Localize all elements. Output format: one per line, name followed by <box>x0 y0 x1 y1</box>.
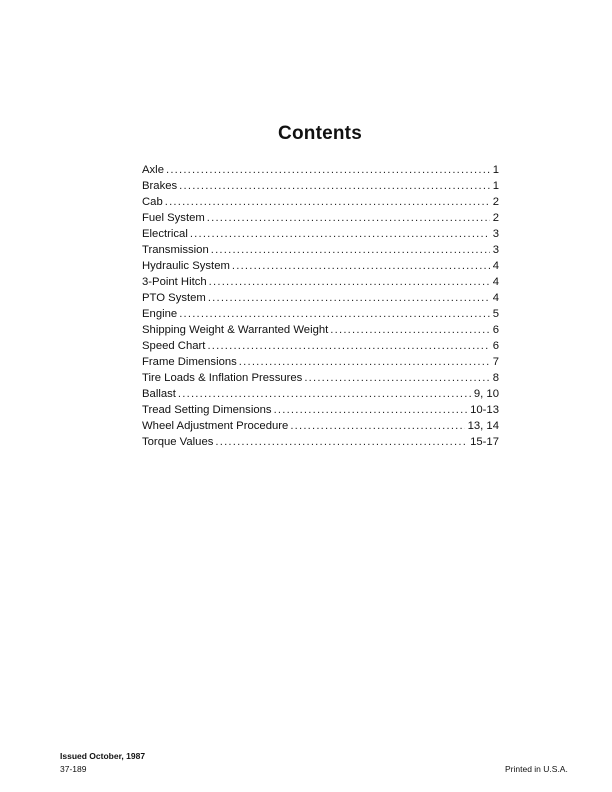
toc-entry-label: 3-Point Hitch <box>142 276 207 288</box>
dot-leader <box>239 354 490 370</box>
toc-entry-label: Tread Setting Dimensions <box>142 404 272 416</box>
dot-leader <box>166 162 490 178</box>
dot-leader <box>207 210 490 226</box>
toc-entry <box>142 162 499 178</box>
toc-entry-label: Ballast <box>142 388 176 400</box>
toc-entry <box>142 274 499 290</box>
dot-leader <box>190 226 490 242</box>
toc-entry-page: 1 <box>492 180 499 192</box>
toc-entry-page: 6 <box>492 340 499 352</box>
toc-entry <box>142 178 499 194</box>
toc-entry-label: Speed Chart <box>142 340 206 352</box>
toc-entry-label: Engine <box>142 308 178 320</box>
toc-entry <box>142 290 499 306</box>
toc-entry-label: Torque Values <box>142 436 214 448</box>
printed-note: Printed in U.S.A. <box>505 764 568 774</box>
toc-entry <box>142 386 499 402</box>
toc-entry <box>142 402 499 418</box>
toc-entry <box>142 434 499 450</box>
toc-entry-page: 13, 14 <box>467 420 499 432</box>
toc-entry <box>142 226 499 242</box>
toc-entry <box>142 370 499 386</box>
dot-leader <box>274 402 468 418</box>
toc-entry <box>142 354 499 370</box>
dot-leader <box>232 258 490 274</box>
toc-entry-page: 2 <box>492 196 499 208</box>
toc-entry-page: 1 <box>492 164 499 176</box>
document-code: 37-189 <box>60 764 87 774</box>
toc-entry-page: 5 <box>492 308 499 320</box>
dot-leader <box>330 322 489 338</box>
toc-entry-page: 4 <box>492 260 499 272</box>
dot-leader <box>207 338 489 354</box>
dot-leader <box>211 242 490 258</box>
toc-entry-page: 4 <box>492 276 499 288</box>
toc-entry <box>142 418 499 434</box>
dot-leader <box>215 434 467 450</box>
toc-entry-page: 2 <box>492 212 499 224</box>
toc-entry-page: 7 <box>492 356 499 368</box>
toc-entry <box>142 210 499 226</box>
toc-entry-page: 6 <box>492 324 499 336</box>
toc-entry <box>142 322 499 338</box>
toc-entry-label: Frame Dimensions <box>142 356 237 368</box>
toc-entry-page: 15-17 <box>470 436 499 448</box>
toc-entry-label: Tire Loads & Inflation Pressures <box>142 372 303 384</box>
toc-entry <box>142 194 499 210</box>
toc-entry-page: 10-13 <box>470 404 499 416</box>
toc-entry-label: Brakes <box>142 180 178 192</box>
toc-entry-page: 4 <box>492 292 499 304</box>
toc-entry <box>142 338 499 354</box>
toc-entry <box>142 258 499 274</box>
toc-entry-label: Shipping Weight & Warranted Weight <box>142 324 329 336</box>
toc-entry-label: Transmission <box>142 244 209 256</box>
toc-entry <box>142 242 499 258</box>
dot-leader <box>179 306 490 322</box>
dot-leader <box>290 418 464 434</box>
toc-entry-label: Electrical <box>142 228 188 240</box>
toc-entry-label: Hydraulic System <box>142 260 230 272</box>
dot-leader <box>208 290 490 306</box>
page-title: Contents <box>278 123 362 144</box>
toc-entry <box>142 306 499 322</box>
toc-entry-page: 3 <box>492 244 499 256</box>
toc-entry-page: 8 <box>492 372 499 384</box>
dot-leader <box>304 370 489 386</box>
dot-leader <box>165 194 490 210</box>
toc-entry-page: 3 <box>492 228 499 240</box>
toc-entry-label: Axle <box>142 164 164 176</box>
dot-leader <box>179 178 490 194</box>
dot-leader <box>209 274 490 290</box>
toc-entry-label: Cab <box>142 196 163 208</box>
toc-entry-label: PTO System <box>142 292 206 304</box>
toc-entry-label: Wheel Adjustment Procedure <box>142 420 289 432</box>
toc-entry-label: Fuel System <box>142 212 205 224</box>
toc-entry-page: 9, 10 <box>473 388 499 400</box>
dot-leader <box>178 386 471 402</box>
table-of-contents <box>142 162 499 450</box>
issued-date: Issued October, 1987 <box>60 751 146 761</box>
